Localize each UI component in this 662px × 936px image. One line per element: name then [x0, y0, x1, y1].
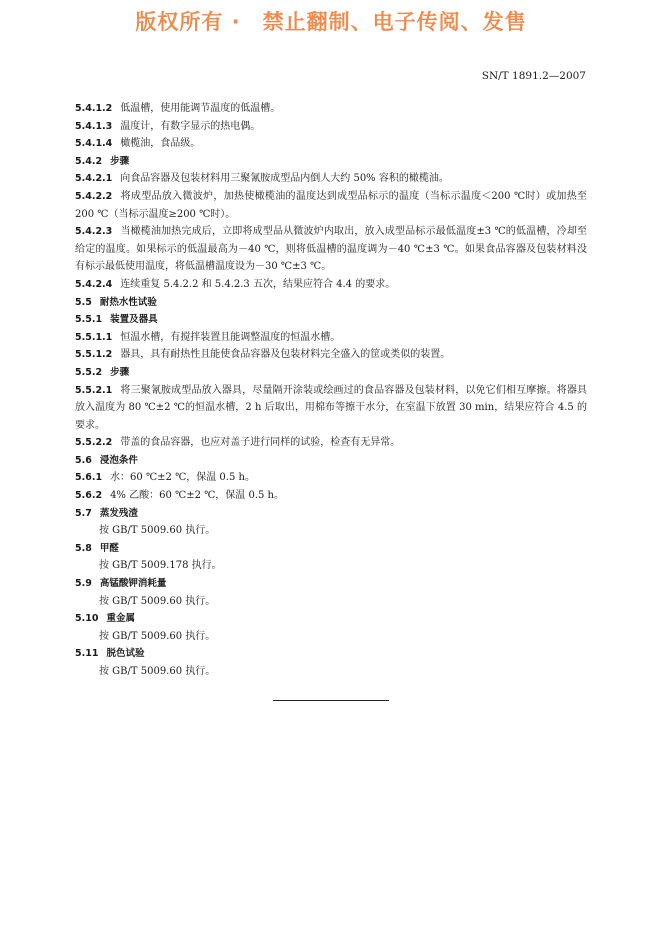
clause-text: 温度计，有数字显示的热电偶。 — [120, 120, 261, 132]
clause-number: 5.10 — [75, 613, 99, 625]
clause-number: 5.4.2.2 — [75, 190, 113, 202]
section-heading — [75, 153, 587, 171]
clause-line — [75, 593, 587, 611]
clause-text: 带盖的食品容器，也应对盖子进行同样的试验，检查有无异常。 — [120, 437, 401, 449]
clause-text: 水：60 ℃±2 ℃，保温 0.5 h。 — [110, 472, 255, 484]
heading-text: 耐热水性试验 — [99, 296, 157, 308]
heading-text: 浸泡条件 — [99, 454, 138, 466]
clause-text: 连续重复 5.4.2.2 和 5.4.2.3 五次，结果应符合 4.4 的要求。 — [120, 278, 396, 290]
clause-line — [75, 223, 587, 276]
clause-line — [75, 557, 587, 575]
clause-text: 按 GB/T 5009.178 执行。 — [99, 560, 222, 572]
clause-number: 5.11 — [75, 648, 99, 660]
clause-line — [75, 382, 587, 435]
clause-line — [75, 522, 587, 540]
section-heading — [75, 452, 587, 470]
clause-number: 5.4.2.4 — [75, 278, 113, 290]
clause-line — [75, 487, 587, 505]
clause-number: 5.4.2.1 — [75, 173, 113, 185]
standard-code: SN/T 1891.2—2007 — [481, 70, 586, 82]
section-heading — [75, 645, 587, 663]
clause-line — [75, 135, 587, 153]
end-rule — [273, 700, 389, 701]
watermark-banner: 版权所有 · 禁止翻制、电子传阅、发售 — [135, 10, 527, 34]
clause-text: 将三聚氰胺成型品放入器具，尽量隔开涂装或绘画过的食品容器及包装材料，以免它们相互摩擦。将器具放入温度为 80 ℃±2 ℃的恒温水槽，2 h 后取出，用棉布等擦干水分，在室温下放置 30 min，结果应符合 4.5 的要求。 — [75, 384, 587, 431]
heading-text: 脱色试验 — [106, 648, 145, 660]
clause-number: 5.5.2.2 — [75, 437, 113, 449]
section-heading — [75, 575, 587, 593]
clause-line — [75, 118, 587, 136]
clause-line — [75, 329, 587, 347]
clause-line — [75, 170, 587, 188]
clause-number: 5.9 — [75, 578, 92, 590]
clause-number: 5.4.1.2 — [75, 103, 113, 114]
clause-number: 5.5.1.2 — [75, 349, 113, 361]
section-heading — [75, 294, 587, 312]
clause-text: 将成型品放入微波炉，加热使橄榄油的温度达到成型品标示的温度（当标示温度＜200 ℃时）或加热至 200 ℃（当标示温度≥200 ℃时）。 — [75, 190, 587, 220]
clause-number: 5.7 — [75, 507, 92, 519]
clause-number: 5.4.2 — [75, 155, 103, 167]
clause-number: 5.6 — [75, 454, 92, 466]
clause-text: 向食品容器及包装材料用三聚氰胺成型品内倒人大约 50% 容积的橄榄油。 — [120, 173, 449, 185]
clause-number: 5.4.1.4 — [75, 138, 113, 150]
clause-number: 5.5.2 — [75, 366, 103, 378]
heading-text: 高锰酸钾消耗量 — [99, 578, 167, 590]
clause-text: 恒温水槽，有搅拌装置且能调整温度的恒温水槽。 — [120, 331, 341, 343]
clause-number: 5.4.2.3 — [75, 226, 113, 238]
section-heading — [75, 364, 587, 382]
clause-line — [75, 346, 587, 364]
clause-line — [75, 276, 587, 294]
clause-line — [75, 100, 587, 118]
clause-line — [75, 188, 587, 223]
clause-text: 当橄榄油加热完成后，立即将成型品从微波炉内取出，放入成型品标示最低温度±3 ℃的低温槽，冷却至给定的温度。如果标示的低温最高为－40 ℃，则将低温槽的温度调为－40 ℃±3 ℃。如果食品容器及包装材料没有标示最低使用温度，将低温槽温度设为－30 ℃±3 ℃。 — [75, 226, 587, 273]
section-heading — [75, 540, 587, 558]
clause-line — [75, 628, 587, 646]
section-heading — [75, 610, 587, 628]
clause-number: 5.8 — [75, 542, 92, 554]
clause-text: 器具，具有耐热性且能使食品容器及包装材料完全盛入的筐或类似的装置。 — [120, 349, 451, 361]
section-heading — [75, 505, 587, 523]
heading-text: 甲醛 — [99, 542, 119, 554]
clause-line — [75, 469, 587, 487]
clause-text: 按 GB/T 5009.60 执行。 — [99, 525, 216, 537]
clause-number: 5.6.2 — [75, 490, 103, 502]
clause-text: 4% 乙酸：60 ℃±2 ℃，保温 0.5 h。 — [110, 490, 285, 502]
heading-text: 装置及器具 — [110, 314, 158, 326]
clause-number: 5.5.1 — [75, 314, 103, 326]
heading-text: 步骤 — [110, 366, 130, 378]
document-body — [75, 100, 587, 681]
heading-text: 蒸发残渣 — [99, 507, 138, 519]
heading-text: 重金属 — [106, 613, 135, 625]
clause-number: 5.5.2.1 — [75, 384, 113, 396]
clause-number: 5.4.1.3 — [75, 120, 113, 132]
clause-line — [75, 434, 587, 452]
clause-number: 5.5.1.1 — [75, 331, 113, 343]
section-heading — [75, 311, 587, 329]
heading-text: 步骤 — [110, 155, 130, 167]
clause-text: 按 GB/T 5009.60 执行。 — [99, 666, 216, 677]
clause-text: 按 GB/T 5009.60 执行。 — [99, 630, 216, 642]
clause-line — [75, 663, 587, 681]
clause-text: 按 GB/T 5009.60 执行。 — [99, 595, 216, 607]
clause-number: 5.6.1 — [75, 472, 103, 484]
clause-text: 橄榄油，食品级。 — [120, 138, 201, 150]
clause-text: 低温槽，使用能调节温度的低温槽。 — [120, 103, 281, 114]
clause-number: 5.5 — [75, 296, 92, 308]
